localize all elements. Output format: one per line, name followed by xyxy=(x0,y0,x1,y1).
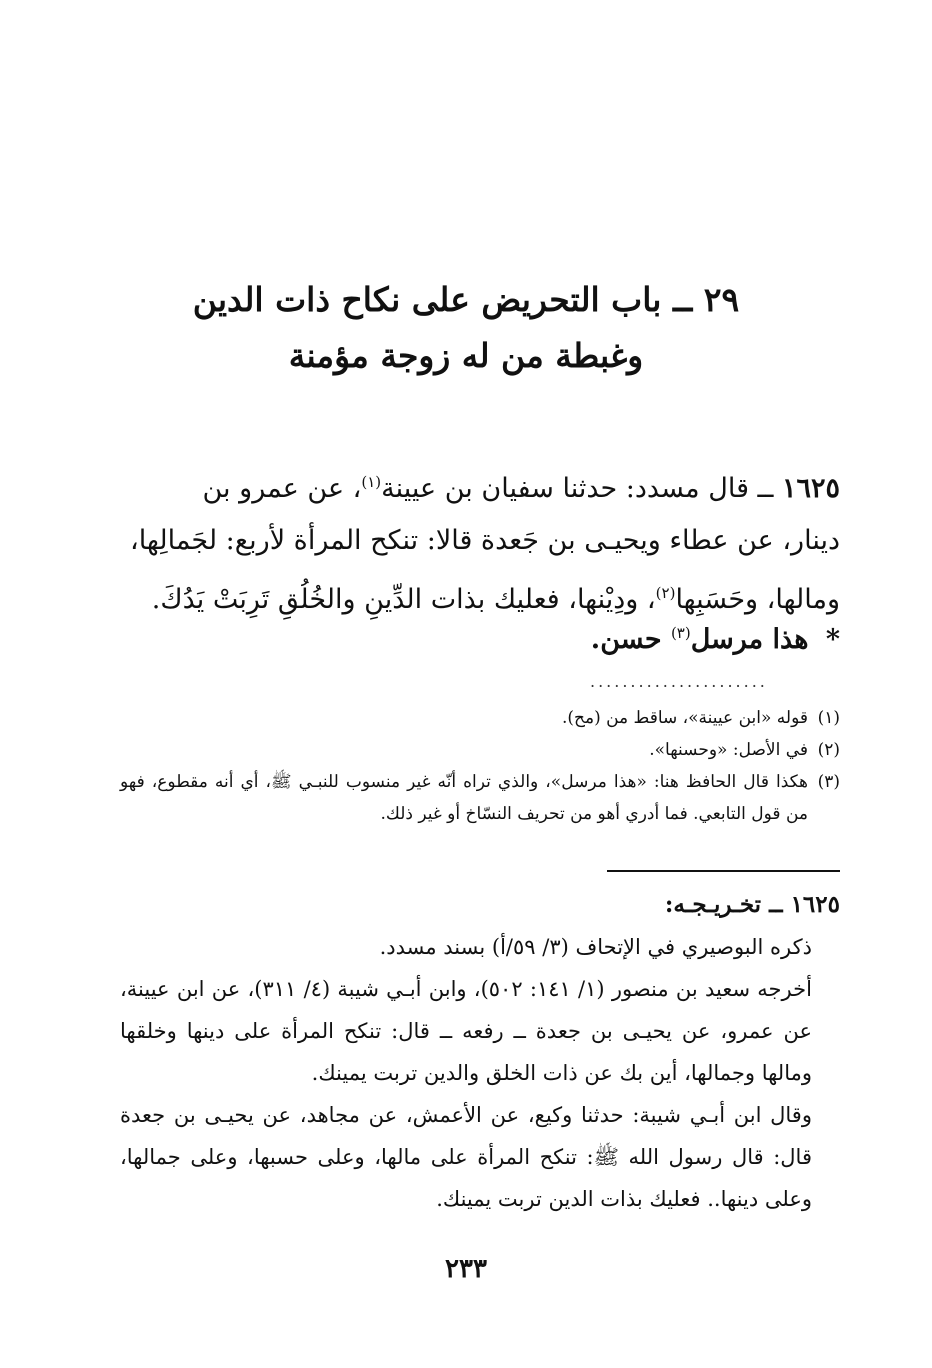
footnote-marker-1: (١) xyxy=(361,473,382,491)
footnote-number: (٣) xyxy=(817,772,840,792)
footnote xyxy=(120,702,840,734)
hadith-text xyxy=(120,456,840,626)
footnote-number: (٢) xyxy=(817,740,840,760)
takhrij-divider xyxy=(607,870,840,872)
hadith-line-1-prefix: ــ قال مسدد: حدثنا سفيان بن عيينة xyxy=(381,473,774,504)
footnote-separator: ...................... xyxy=(590,672,768,691)
hadith-line-2: دينار، عن عطاء ويحيـى بن جَعدة قالا: تنكح المرأة لأربع: لجَمالِها، xyxy=(129,525,840,556)
takhrij-heading: ١٦٢٥ ــ تخـريـجـه: xyxy=(664,891,840,918)
grade-star: * xyxy=(825,624,840,655)
hadith-line-3-prefix: ومالها، وحَسَبِها xyxy=(675,584,840,615)
takhrij-paragraph-3: وقال ابن أبـي شيبة: حدثنا وكيع، عن الأعمش، عن مجاهد، عن يحيـى بن جعدة قال: قال رسول الله ﷺ: تنكح المرأة على مالها، وعلى حسبها، وعلى جمالها، وعلى دينها.. فعليك بذات الدين تربت يمينك. xyxy=(120,1103,812,1211)
grade-prefix: هذا مرسل xyxy=(690,624,809,655)
grade-suffix: حسن. xyxy=(590,624,662,655)
chapter-title-line-2: وغبطة من له زوجة مؤمنة xyxy=(288,336,644,375)
hadith-number: ١٦٢٥ xyxy=(781,473,840,504)
takhrij-section xyxy=(120,884,840,1220)
hadith-line-1-suffix: ، عن عمرو بن xyxy=(202,473,362,504)
footnote-marker-2: (٢) xyxy=(655,584,676,602)
footnotes xyxy=(120,702,840,830)
takhrij-paragraph-1: ذكره البوصيري في الإتحاف (٣/ ٥٩/أ) بسند مسدد. xyxy=(379,935,812,959)
footnote xyxy=(120,766,840,830)
footnote-number: (١) xyxy=(817,708,840,728)
hadith-line-3-suffix: ، ودِيْنها، فعليك بذات الدِّينِ والخُلُقِ تَرِبَتْ يَدُكَ. xyxy=(151,584,656,615)
footnote-text: قوله «ابن عيينة»، ساقط من (مح). xyxy=(561,708,808,728)
takhrij-paragraph-2: أخرجه سعيد بن منصور (١/ ١٤١: ٥٠٢)، وابن أبـي شيبة (٤/ ٣١١)، عن ابن عيينة، عن عمرو، عن يحيـى بن جعدة ــ رفعه ــ قال: تنكح المرأة على دينها وخلقها ومالها وجمالها، أين بك عن ذات الخلق والدين تربت يمينك. xyxy=(120,977,812,1085)
hadith-grade xyxy=(591,608,840,665)
hadith-line-1 xyxy=(120,456,840,515)
footnote-text: هكذا قال الحافظ هنا: «هذا مرسل»، والذي تراه أنّه غير منسوب للنبـي ﷺ، أي أنه مقطوع، فهو من قول التابعي. فما أدري أهو من تحريف النسّاخ أو غير ذلك. xyxy=(120,772,808,824)
footnote-text: في الأصل: «وحسنها». xyxy=(649,740,808,760)
footnote xyxy=(120,734,840,766)
page-number: ٢٣٣ xyxy=(445,1254,487,1284)
footnote-marker-3: (٣) xyxy=(670,624,691,642)
chapter-title-line-1: ٢٩ ــ باب التحريض على نكاح ذات الدين xyxy=(192,280,740,319)
